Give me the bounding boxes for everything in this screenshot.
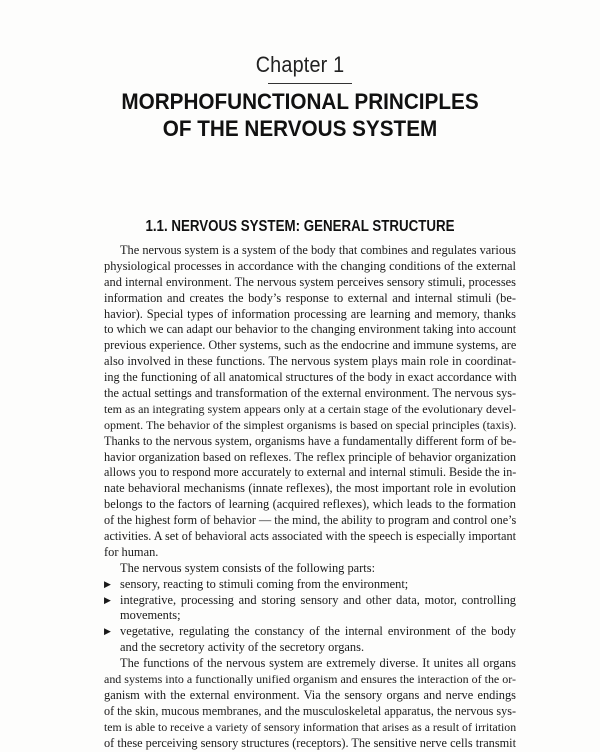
text-line: of these perceiving sensory structures (receptors). The sensitive nerve cells transmit	[104, 735, 516, 750]
list-item-text: integrative, processing and storing sensory and other data, motor, controlling	[120, 592, 516, 607]
list-item-text: sensory, reacting to stimuli coming from the environment;	[120, 576, 409, 591]
text-line: belongs to the factors of learning (acquired reflexes), which leads to the formation	[104, 497, 516, 512]
text-line: ing the functioning of all anatomical structures of the body in exact accordance with	[104, 370, 517, 385]
body-text	[104, 243, 516, 752]
list-item	[104, 593, 516, 609]
text-line: physiological processes in accordance with the changing conditions of the external	[104, 258, 516, 273]
bullet-arrow-icon: ▶	[104, 626, 111, 637]
text-line: and internal environment. The nervous system perceives sensory stimuli, processes	[104, 274, 516, 289]
chapter-title-line: OF THE NERVOUS SYSTEM	[162, 116, 438, 141]
text-line: havior organization based on reflexes. The reflex principle of behavior organization	[104, 449, 516, 464]
text-line: havior). Special types of information processing are learning and memory, thanks	[104, 306, 516, 321]
bullet-arrow-icon: ▶	[104, 594, 111, 605]
text-line: activities. A set of behavioral acts associated with the speech is especially important	[104, 529, 516, 544]
list-item-continuation: and the secretory activity of the secretory organs.	[120, 640, 365, 655]
list-item	[104, 624, 516, 640]
text-line: and systems into a functionally unified organism and ensures the interaction of the or-	[104, 672, 516, 687]
text-line: of the highest form of behavior — the mind, the ability to program and control one’s	[104, 513, 517, 528]
text-line: The nervous system consists of the following parts:	[120, 560, 376, 575]
text-line: information and creates the body’s response to external and internal stimuli (be-	[104, 290, 516, 305]
text-line: The nervous system is a system of the body that combines and regulates various	[120, 243, 516, 257]
text-line: tem is able to receive a variety of sensory information that arises as a result of irritation	[104, 719, 517, 734]
text-line: nate behavioral mechanisms (innate reflexes), the most important role in evolution	[104, 481, 516, 496]
chapter-underline	[268, 83, 352, 84]
chapter-title-line: MORPHOFUNCTIONAL PRINCIPLES	[121, 89, 479, 114]
text-line: of the skin, mucous membranes, and the musculoskeletal apparatus, the nervous sys-	[104, 703, 516, 718]
list-item-continuation: movements;	[120, 608, 181, 623]
text-line: previous experience. Other systems, such as the endocrine and immune systems, are	[104, 338, 517, 353]
text-line: also involved in these functions. The nervous system plays main role in coordinat-	[104, 354, 516, 369]
text-line: Thanks to the nervous system, organisms have a fundamentally different form of be-	[104, 433, 517, 448]
section-heading: 1.1. NERVOUS SYSTEM: GENERAL STRUCTURE	[145, 218, 455, 235]
text-line: allows you to respond more accurately to external and internal stimuli. Beside the in-	[104, 465, 517, 480]
chapter-label: Chapter 1	[255, 52, 345, 77]
bullet-arrow-icon: ▶	[104, 578, 111, 589]
text-line: to which we can adapt our behavior to the changing environment taking into account	[104, 322, 517, 337]
list-item	[104, 577, 516, 593]
text-line: for human.	[104, 544, 159, 559]
text-line: The functions of the nervous system are extremely diverse. It unites all organs	[120, 656, 516, 671]
list-item-text: vegetative, regulating the constancy of the internal environment of the body	[120, 624, 516, 639]
text-line: the actual settings and transformation of the external environment. The nervous sys-	[104, 386, 517, 401]
chapter-title	[24, 88, 576, 142]
text-line: tem as an integrating system appears only at a certain stage of the evolutionary devel-	[104, 401, 516, 416]
text-line: ganism with the external environment. Via the sensory organs and nerve endings	[104, 687, 516, 702]
text-line: opment. The behavior of the simplest organisms is based on special principles (taxis).	[104, 417, 517, 432]
